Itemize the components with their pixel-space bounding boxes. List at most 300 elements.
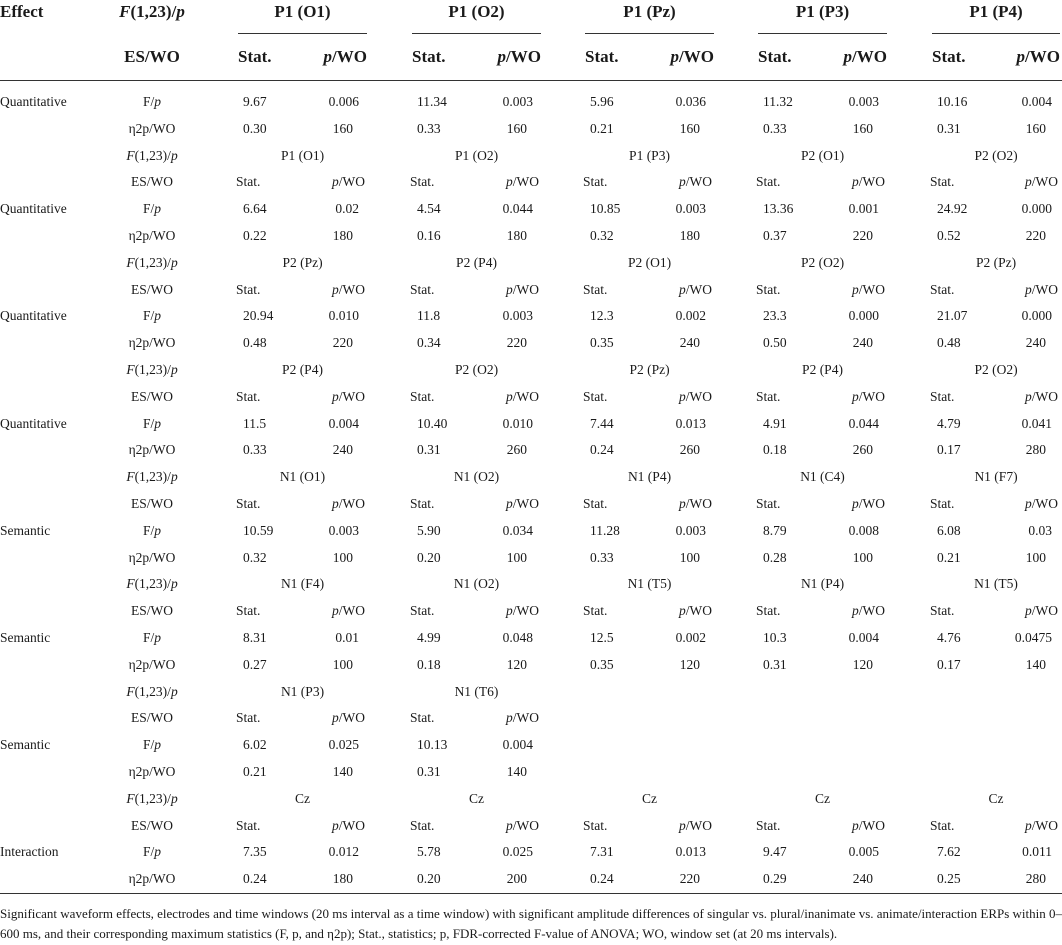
p-value: 0.004: [502, 737, 533, 753]
eta-value: 0.21: [937, 549, 961, 565]
window-value: 140: [332, 764, 353, 779]
eta-value: 0.31: [937, 120, 961, 136]
p-value: 0.003: [675, 522, 706, 538]
f-stat-value: 6.64: [243, 201, 267, 217]
pwo-label: p/WO: [679, 603, 712, 619]
es-label: ES/WO: [131, 281, 173, 297]
electrode-label: N1 (T5): [974, 576, 1018, 592]
stat-label: Stat.: [756, 388, 781, 404]
electrode-label: N1 (C4): [800, 469, 845, 485]
f-label: F(1,23)/p: [126, 469, 178, 485]
es-row-label: η2p/WO: [128, 442, 176, 458]
p-value: 0.003: [328, 522, 359, 538]
window-value: 120: [852, 656, 873, 672]
electrode-label: Cz: [642, 790, 657, 806]
window-value: 240: [332, 442, 353, 458]
pwo-label: p/WO: [506, 817, 539, 833]
header-group-rule-5: [932, 33, 1060, 34]
es-row-label: η2p/WO: [128, 764, 176, 779]
f-stat-value: 11.8: [417, 308, 441, 324]
pwo-label: p/WO: [679, 817, 712, 833]
stat-label: Stat.: [583, 388, 608, 404]
es-label: ES/WO: [131, 174, 173, 190]
window-value: 220: [679, 871, 700, 887]
pwo-label: p/WO: [332, 496, 365, 511]
p-value: 0.004: [1021, 94, 1052, 109]
p-value: 0.002: [675, 308, 706, 324]
header-stat-4: Stat.: [758, 47, 792, 66]
window-value: 260: [679, 442, 700, 458]
f-stat-value: 7.31: [590, 844, 614, 860]
eta-value: 0.50: [763, 335, 787, 351]
table-footnote: Significant waveform effects, electrodes and time windows (20 ms interval as a time window) with significant amplitude differences of singular vs. plural/inanimate vs. animate/interaction ERPs within 0–600 ms, and their corresponding maximum statistics (F, p, and η2p); Stat., statistics; p, FDR-corrected F-value of ANOVA; WO, window set (at 20 ms intervals).: [0, 906, 1062, 941]
pwo-label: p/WO: [679, 281, 712, 297]
f-stat-value: 10.40: [417, 415, 448, 431]
p-value: 0.0475: [1014, 630, 1052, 645]
p-value: 0.03: [1028, 522, 1052, 538]
header-stat-5: Stat.: [932, 47, 966, 66]
pwo-label: p/WO: [852, 496, 885, 511]
p-value: 0.034: [502, 522, 533, 538]
eta-value: 0.20: [417, 871, 441, 887]
window-value: 240: [852, 871, 873, 887]
p-value: 0.006: [328, 94, 359, 109]
f-stat-value: 5.96: [590, 94, 614, 109]
window-value: 180: [332, 228, 353, 243]
header-electrode-3: P1 (Pz): [623, 2, 676, 21]
p-value: 0.01: [335, 630, 359, 645]
f-row-label: F/p: [142, 201, 162, 217]
es-row-label: η2p/WO: [128, 656, 176, 672]
p-value: 0.005: [848, 844, 879, 860]
f-stat-value: 11.5: [243, 415, 267, 431]
window-value: 160: [679, 120, 700, 136]
electrode-label: P2 (O2): [454, 362, 499, 377]
stat-label: Stat.: [583, 603, 608, 619]
eta-value: 0.34: [417, 335, 441, 351]
pwo-label: p/WO: [852, 281, 885, 297]
eta-value: 0.31: [417, 764, 441, 779]
header-electrode-5: P1 (P4): [969, 2, 1023, 21]
header-group-rule-1: [238, 33, 367, 34]
stat-label: Stat.: [410, 174, 435, 190]
stat-label: Stat.: [756, 174, 781, 190]
effect-label: Quantitative: [0, 415, 67, 431]
electrode-label: N1 (P4): [800, 576, 845, 592]
stat-label: Stat.: [756, 496, 781, 511]
window-value: 160: [332, 120, 353, 136]
f-stat-value: 4.91: [763, 415, 787, 431]
p-value: 0.004: [848, 630, 879, 645]
f-stat-value: 12.3: [590, 308, 614, 324]
window-value: 180: [679, 228, 700, 243]
p-value: 0.002: [675, 630, 706, 645]
p-value: 0.001: [848, 201, 879, 217]
pwo-label: p/WO: [506, 388, 539, 404]
f-label: F(1,23)/p: [126, 790, 178, 806]
stat-label: Stat.: [930, 388, 955, 404]
eta-value: 0.17: [937, 656, 961, 672]
electrode-label: P1 (O2): [454, 147, 499, 163]
eta-value: 0.18: [417, 656, 441, 672]
header-electrode-1: P1 (O1): [274, 2, 331, 21]
electrode-label: N1 (P3): [280, 683, 325, 699]
p-value: 0.000: [1021, 201, 1052, 217]
eta-value: 0.33: [590, 549, 614, 565]
eta-value: 0.16: [417, 228, 441, 243]
f-stat-value: 5.78: [417, 844, 441, 860]
window-value: 100: [332, 549, 353, 565]
electrode-label: P2 (O2): [974, 362, 1018, 377]
p-value: 0.025: [328, 737, 359, 753]
f-stat-value: 10.3: [763, 630, 787, 645]
pwo-label: p/WO: [679, 388, 712, 404]
header-electrode-4: P1 (P3): [795, 2, 850, 21]
window-value: 100: [1025, 549, 1046, 565]
header-es-label: ES/WO: [124, 47, 180, 66]
f-stat-value: 6.02: [243, 737, 267, 753]
p-value: 0.008: [848, 522, 879, 538]
pwo-label: p/WO: [506, 496, 539, 511]
f-stat-value: 10.59: [243, 522, 274, 538]
f-stat-value: 7.35: [243, 844, 267, 860]
eta-value: 0.22: [243, 228, 267, 243]
eta-value: 0.29: [763, 871, 787, 887]
eta-value: 0.21: [590, 120, 614, 136]
electrode-label: P2 (O2): [974, 147, 1018, 163]
f-stat-value: 9.67: [243, 94, 267, 109]
window-value: 180: [506, 228, 527, 243]
electrode-label: N1 (T6): [454, 683, 499, 699]
eta-value: 0.31: [417, 442, 441, 458]
eta-value: 0.48: [937, 335, 961, 351]
pwo-label: p/WO: [1025, 388, 1058, 404]
window-value: 100: [679, 549, 700, 565]
header-group-rule-2: [412, 33, 541, 34]
electrode-label: N1 (P4): [627, 469, 672, 485]
window-value: 240: [1025, 335, 1046, 351]
effect-label: Semantic: [0, 630, 51, 645]
header-pwo-5: p/WO: [1016, 47, 1060, 66]
f-stat-value: 10.85: [590, 201, 621, 217]
pwo-label: p/WO: [679, 174, 712, 190]
p-value: 0.013: [675, 415, 706, 431]
window-value: 120: [679, 656, 700, 672]
f-row-label: F/p: [142, 415, 162, 431]
header-stat-2: Stat.: [412, 47, 446, 66]
f-label: F(1,23)/p: [126, 683, 178, 699]
effect-label: Quantitative: [0, 201, 67, 217]
es-row-label: η2p/WO: [128, 120, 176, 136]
pwo-label: p/WO: [852, 817, 885, 833]
p-value: 0.003: [502, 94, 533, 109]
es-label: ES/WO: [131, 817, 173, 833]
electrode-label: Cz: [469, 790, 484, 806]
window-value: 260: [852, 442, 873, 458]
eta-value: 0.48: [243, 335, 267, 351]
eta-value: 0.24: [243, 871, 267, 887]
stat-label: Stat.: [930, 817, 955, 833]
header-pwo-4: p/WO: [843, 47, 887, 66]
pwo-label: p/WO: [332, 710, 365, 726]
pwo-label: p/WO: [332, 281, 365, 297]
stat-label: Stat.: [583, 817, 608, 833]
stat-label: Stat.: [410, 496, 435, 511]
p-value: 0.044: [502, 201, 533, 217]
stat-label: Stat.: [236, 496, 261, 511]
eta-value: 0.31: [763, 656, 787, 672]
f-stat-value: 13.36: [763, 201, 794, 217]
window-value: 160: [506, 120, 527, 136]
p-value: 0.036: [675, 94, 706, 109]
p-value: 0.013: [675, 844, 706, 860]
f-stat-value: 11.28: [590, 522, 620, 538]
pwo-label: p/WO: [1025, 817, 1058, 833]
stat-label: Stat.: [410, 817, 435, 833]
es-label: ES/WO: [131, 496, 173, 511]
eta-value: 0.35: [590, 656, 614, 672]
header-stat-3: Stat.: [585, 47, 619, 66]
electrode-label: N1 (O2): [453, 469, 500, 485]
p-value: 0.003: [675, 201, 706, 217]
pwo-label: p/WO: [506, 174, 539, 190]
effect-label: Quantitative: [0, 308, 67, 324]
stat-label: Stat.: [930, 603, 955, 619]
window-value: 100: [852, 549, 873, 565]
pwo-label: p/WO: [332, 603, 365, 619]
eta-value: 0.30: [243, 120, 267, 136]
pwo-label: p/WO: [332, 817, 365, 833]
f-stat-value: 7.44: [590, 415, 614, 431]
pwo-label: p/WO: [852, 388, 885, 404]
p-value: 0.000: [1021, 308, 1052, 324]
electrode-label: Cz: [295, 790, 310, 806]
f-row-label: F/p: [142, 94, 162, 109]
window-value: 180: [332, 871, 353, 887]
p-value: 0.048: [502, 630, 533, 645]
stat-label: Stat.: [236, 603, 261, 619]
header-group-rule-4: [758, 33, 887, 34]
pwo-label: p/WO: [506, 281, 539, 297]
pwo-label: p/WO: [679, 496, 712, 511]
pwo-label: p/WO: [1025, 496, 1058, 511]
eta-value: 0.33: [243, 442, 267, 458]
table-bottom-rule: [0, 893, 1062, 894]
f-stat-value: 24.92: [937, 201, 968, 217]
eta-value: 0.35: [590, 335, 614, 351]
window-value: 140: [1025, 656, 1046, 672]
effect-label: Semantic: [0, 522, 51, 538]
stat-label: Stat.: [930, 496, 955, 511]
f-stat-value: 4.79: [937, 415, 961, 431]
f-stat-value: 10.16: [937, 94, 968, 109]
effect-label: Semantic: [0, 737, 51, 753]
pwo-label: p/WO: [852, 174, 885, 190]
p-value: 0.010: [502, 415, 533, 431]
window-value: 240: [679, 335, 700, 351]
header-bottom-rule: [0, 80, 1062, 81]
electrode-label: N1 (T5): [627, 576, 672, 592]
f-label: F(1,23)/p: [126, 362, 178, 377]
eta-value: 0.24: [590, 871, 614, 887]
eta-value: 0.17: [937, 442, 961, 458]
es-label: ES/WO: [131, 388, 173, 404]
electrode-label: N1 (O1): [279, 469, 326, 485]
p-value: 0.010: [328, 308, 359, 324]
es-row-label: η2p/WO: [128, 871, 176, 887]
eta-value: 0.37: [763, 228, 787, 243]
stat-label: Stat.: [756, 281, 781, 297]
p-value: 0.041: [1021, 415, 1052, 431]
electrode-label: Cz: [815, 790, 830, 806]
pwo-label: p/WO: [852, 603, 885, 619]
eta-value: 0.25: [937, 871, 961, 887]
pwo-label: p/WO: [332, 388, 365, 404]
header-group-rule-3: [585, 33, 714, 34]
stat-label: Stat.: [583, 281, 608, 297]
stat-label: Stat.: [930, 281, 955, 297]
eta-value: 0.18: [763, 442, 787, 458]
f-row-label: F/p: [142, 308, 162, 324]
stat-label: Stat.: [410, 710, 435, 726]
pwo-label: p/WO: [1025, 603, 1058, 619]
p-value: 0.012: [328, 844, 359, 860]
electrode-label: N1 (F4): [280, 576, 325, 592]
stat-label: Stat.: [236, 710, 261, 726]
f-row-label: F/p: [142, 522, 162, 538]
window-value: 240: [852, 335, 873, 351]
f-stat-value: 23.3: [763, 308, 787, 324]
pwo-label: p/WO: [332, 174, 365, 190]
f-stat-value: 9.47: [763, 844, 787, 860]
header-pwo-1: p/WO: [323, 47, 367, 66]
effect-label: Interaction: [0, 844, 59, 860]
f-stat-value: 4.99: [417, 630, 441, 645]
pwo-label: p/WO: [1025, 174, 1058, 190]
electrode-label: P2 (O1): [627, 254, 672, 270]
f-label: F(1,23)/p: [126, 576, 178, 592]
window-value: 200: [506, 871, 527, 887]
window-value: 140: [506, 764, 527, 779]
f-row-label: F/p: [142, 737, 162, 753]
f-stat-value: 11.32: [763, 94, 793, 109]
eta-value: 0.21: [243, 764, 267, 779]
f-stat-value: 6.08: [937, 522, 961, 538]
f-stat-value: 12.5: [590, 630, 614, 645]
stat-label: Stat.: [236, 388, 261, 404]
stat-label: Stat.: [410, 281, 435, 297]
stat-label: Stat.: [930, 174, 955, 190]
es-row-label: η2p/WO: [128, 549, 176, 565]
stat-label: Stat.: [236, 281, 261, 297]
window-value: 220: [1025, 228, 1046, 243]
eta-value: 0.24: [590, 442, 614, 458]
electrode-label: P2 (O2): [800, 254, 845, 270]
electrode-label: P2 (O1): [800, 147, 845, 163]
window-value: 160: [1025, 120, 1046, 136]
window-value: 260: [506, 442, 527, 458]
p-value: 0.004: [328, 415, 359, 431]
electrode-label: Cz: [988, 790, 1004, 806]
electrode-label: P2 (P4): [802, 362, 843, 377]
electrode-label: P2 (P4): [282, 362, 323, 377]
p-value: 0.000: [848, 308, 879, 324]
f-row-label: F/p: [142, 630, 162, 645]
window-value: 100: [506, 549, 527, 565]
window-value: 220: [332, 335, 353, 351]
window-value: 120: [506, 656, 527, 672]
header-stat-1: Stat.: [238, 47, 272, 66]
electrode-label: N1 (O2): [453, 576, 500, 592]
f-stat-value: 4.54: [417, 201, 441, 217]
es-row-label: η2p/WO: [128, 228, 176, 243]
eta-value: 0.33: [763, 120, 787, 136]
eta-value: 0.52: [937, 228, 961, 243]
electrode-label: P1 (O1): [280, 147, 325, 163]
es-row-label: η2p/WO: [128, 335, 176, 351]
f-label: F(1,23)/p: [126, 147, 178, 163]
f-stat-value: 4.76: [937, 630, 961, 645]
window-value: 220: [506, 335, 527, 351]
header-f-label: F(1,23)/p: [119, 2, 185, 21]
f-stat-value: 11.34: [417, 94, 447, 109]
eta-value: 0.33: [417, 120, 441, 136]
p-value: 0.003: [502, 308, 533, 324]
es-label: ES/WO: [131, 710, 173, 726]
window-value: 220: [852, 228, 873, 243]
eta-value: 0.27: [243, 656, 267, 672]
p-value: 0.044: [848, 415, 879, 431]
header-pwo-2: p/WO: [497, 47, 541, 66]
pwo-label: p/WO: [506, 710, 539, 726]
electrode-label: P2 (Pz): [282, 254, 323, 270]
es-label: ES/WO: [131, 603, 173, 619]
eta-value: 0.32: [590, 228, 614, 243]
window-value: 280: [1025, 442, 1046, 458]
eta-value: 0.32: [243, 549, 267, 565]
f-stat-value: 10.13: [417, 737, 448, 753]
f-stat-value: 5.90: [417, 522, 441, 538]
stat-label: Stat.: [583, 174, 608, 190]
electrode-label: P2 (Pz): [629, 362, 670, 377]
stat-label: Stat.: [236, 817, 261, 833]
f-stat-value: 8.79: [763, 522, 787, 538]
header-pwo-3: p/WO: [670, 47, 714, 66]
f-stat-value: 21.07: [937, 308, 968, 324]
p-value: 0.011: [1022, 844, 1052, 860]
eta-value: 0.28: [763, 549, 787, 565]
stat-label: Stat.: [410, 388, 435, 404]
f-stat-value: 8.31: [243, 630, 267, 645]
f-row-label: F/p: [142, 844, 162, 860]
pwo-label: p/WO: [1025, 281, 1058, 297]
window-value: 100: [332, 656, 353, 672]
header-electrode-2: P1 (O2): [448, 2, 505, 21]
stat-label: Stat.: [756, 603, 781, 619]
pwo-label: p/WO: [506, 603, 539, 619]
header-effect: Effect: [0, 2, 44, 21]
electrode-label: N1 (F7): [974, 469, 1018, 485]
f-label: F(1,23)/p: [126, 254, 178, 270]
stat-label: Stat.: [410, 603, 435, 619]
p-value: 0.025: [502, 844, 533, 860]
electrode-label: P2 (Pz): [975, 254, 1017, 270]
window-value: 160: [852, 120, 873, 136]
f-stat-value: 20.94: [243, 308, 274, 324]
p-value: 0.02: [335, 201, 359, 217]
electrode-label: P1 (P3): [629, 147, 670, 163]
electrode-label: P2 (P4): [456, 254, 497, 270]
